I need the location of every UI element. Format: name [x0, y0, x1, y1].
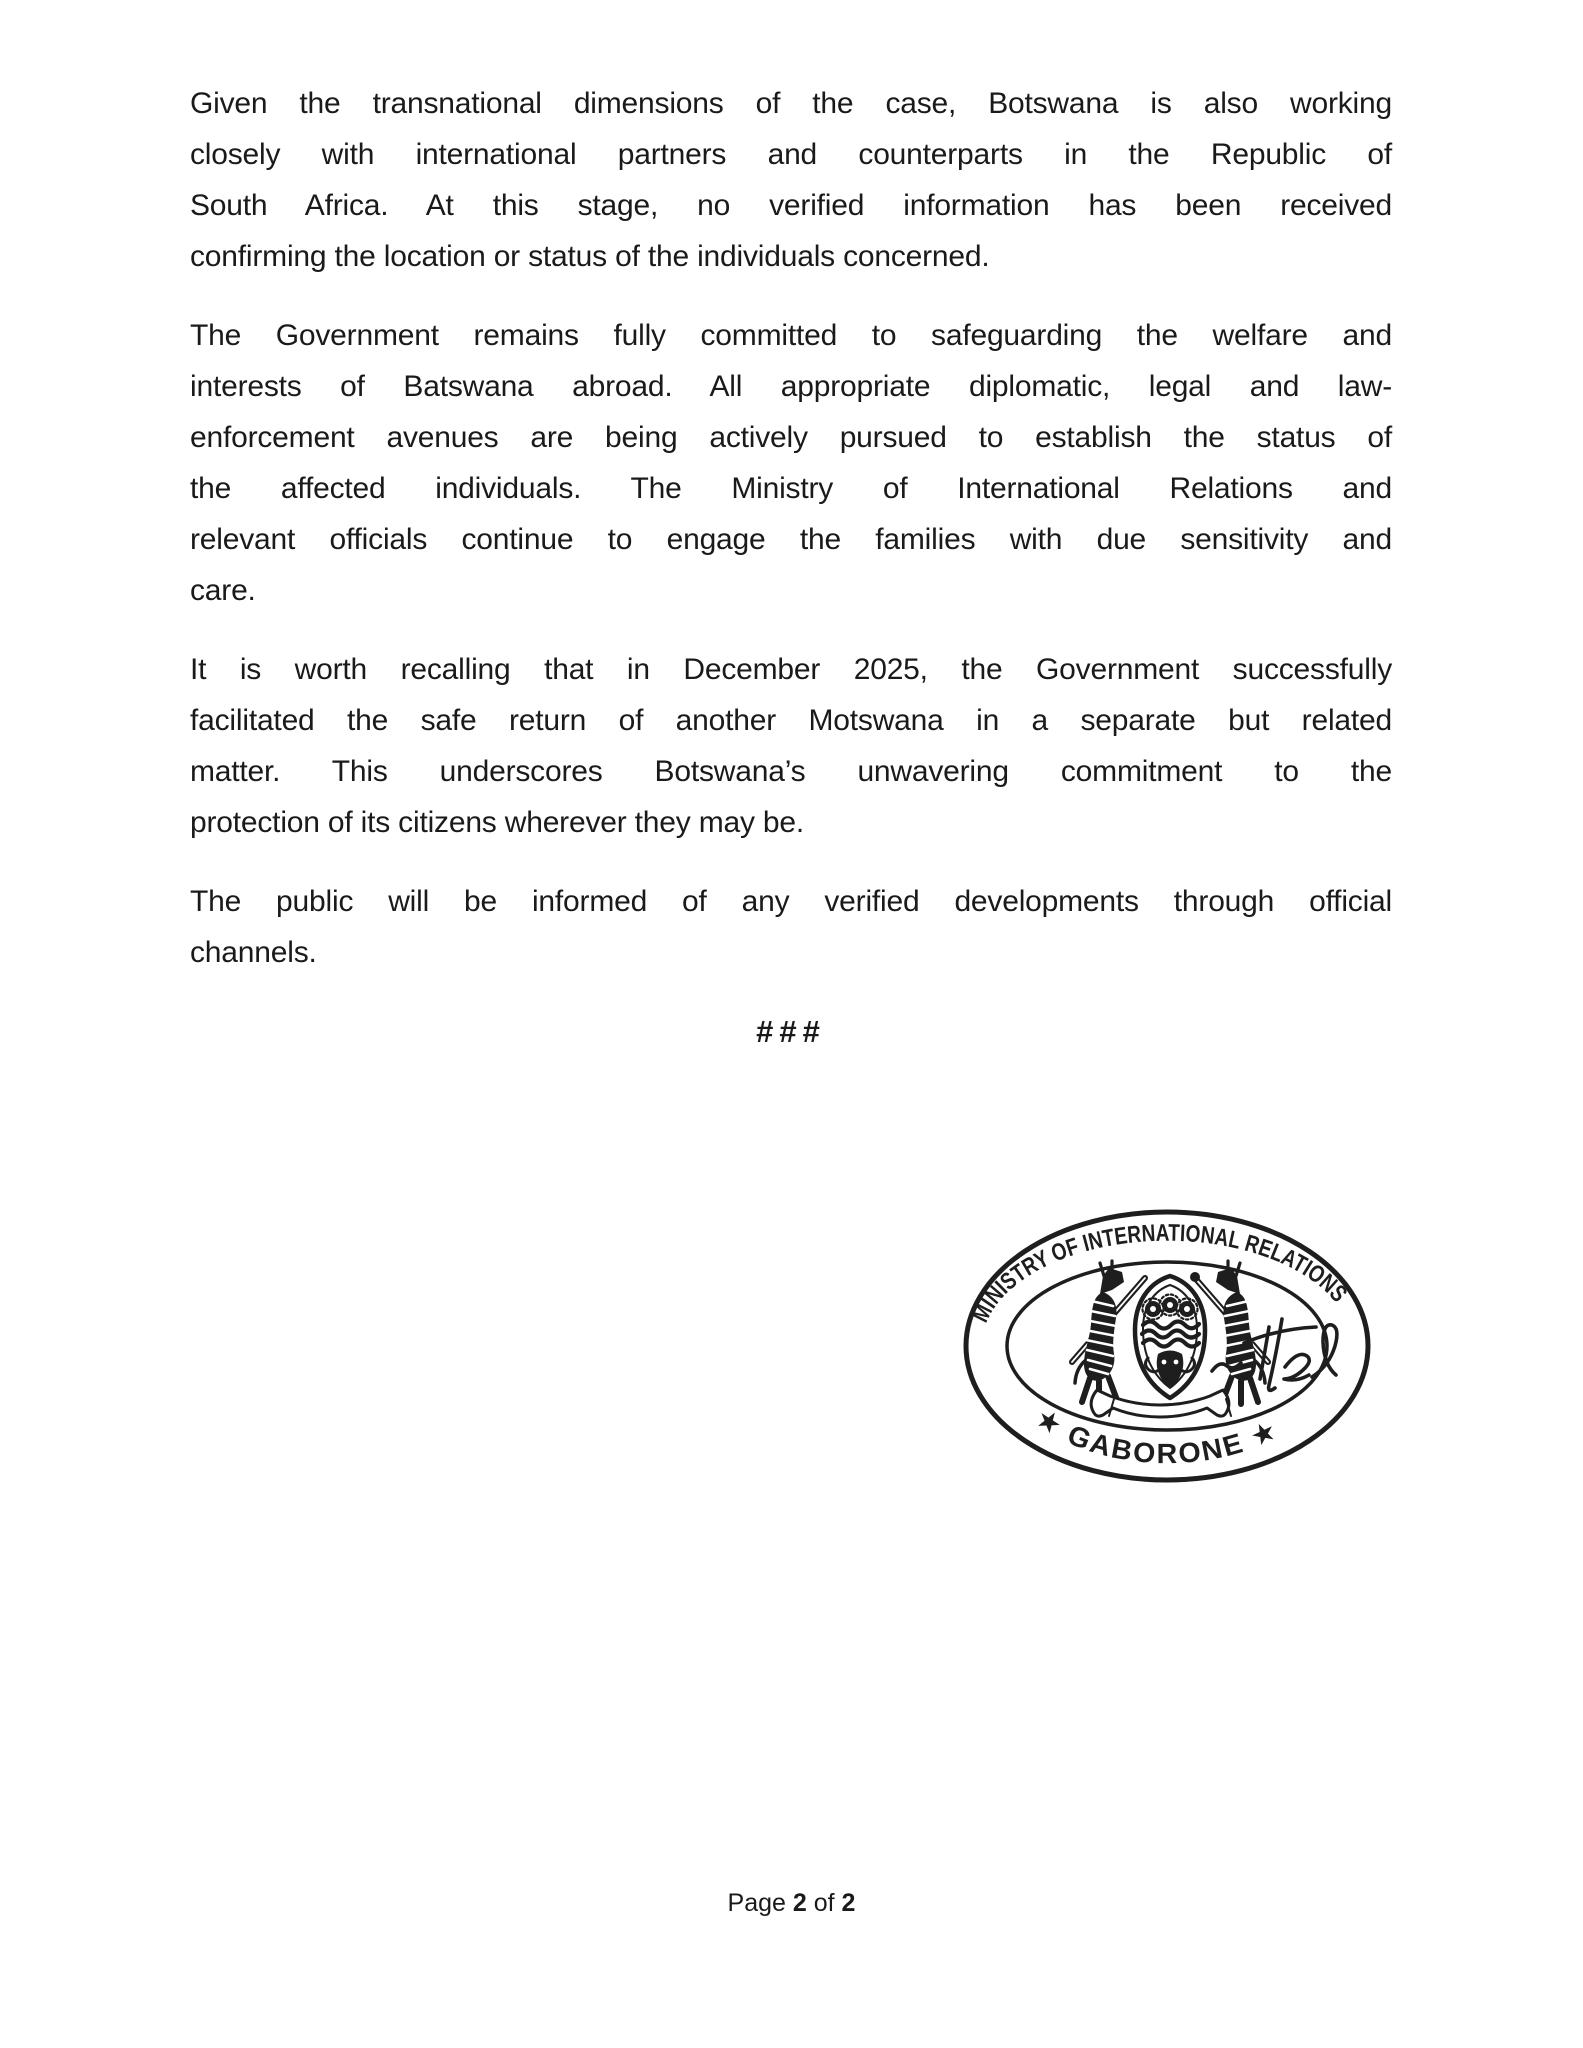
text-line: The public will be informed of any verified developments through official	[190, 885, 1392, 918]
text-line: Given the transnational dimensions of the case, Botswana is also working	[190, 87, 1392, 120]
text-line: care.	[190, 574, 256, 607]
text-line: relevant officials continue to engage the families with due sensitivity and	[190, 523, 1392, 556]
stamp-top-text: MINISTRY OF INTERNATIONAL RELATIONS	[966, 1219, 1355, 1327]
paragraph	[190, 78, 1392, 282]
text-line: interests of Batswana abroad. All appropriate diplomatic, legal and law-	[190, 370, 1392, 403]
paragraphs	[190, 78, 1392, 978]
stamp-graphic	[962, 1208, 1372, 1484]
footer-of-label: of	[813, 1889, 835, 1917]
page-footer	[0, 1888, 1583, 1918]
text-line: matter. This underscores Botswana’s unwavering commitment to the	[190, 755, 1392, 788]
document-body	[190, 78, 1392, 1057]
text-line: enforcement avenues are being actively pursued to establish the status of	[190, 421, 1392, 454]
text-line: confirming the location or status of the individuals concerned.	[190, 240, 990, 273]
text-line: the affected individuals. The Ministry of International Relations and	[190, 472, 1392, 505]
text-line: channels.	[190, 936, 317, 969]
text-line: protection of its citizens wherever they may be.	[190, 806, 805, 839]
official-stamp	[962, 1208, 1372, 1484]
text-line: It is worth recalling that in December 2025, the Government successfully	[190, 653, 1392, 686]
footer-page-count: 2	[841, 1889, 856, 1917]
footer-label: Page	[727, 1889, 786, 1917]
paragraph	[190, 876, 1392, 978]
paragraph	[190, 644, 1392, 848]
footer-page-number: 2	[792, 1889, 807, 1917]
text-line: The Government remains fully committed to safeguarding the welfare and	[190, 319, 1392, 352]
stamp-bottom-text: ★ GABORONE ★	[1029, 1401, 1283, 1470]
paragraph	[190, 310, 1392, 616]
text-line: facilitated the safe return of another Motswana in a separate but related	[190, 704, 1392, 737]
text-line: closely with international partners and counterparts in the Republic of	[190, 138, 1392, 171]
cogwheels-icon	[1143, 1295, 1198, 1320]
end-marker: ###	[756, 1014, 826, 1049]
sorghum-head-icon	[1190, 1272, 1200, 1282]
text-line: South Africa. At this stage, no verified information has been received	[190, 189, 1392, 222]
